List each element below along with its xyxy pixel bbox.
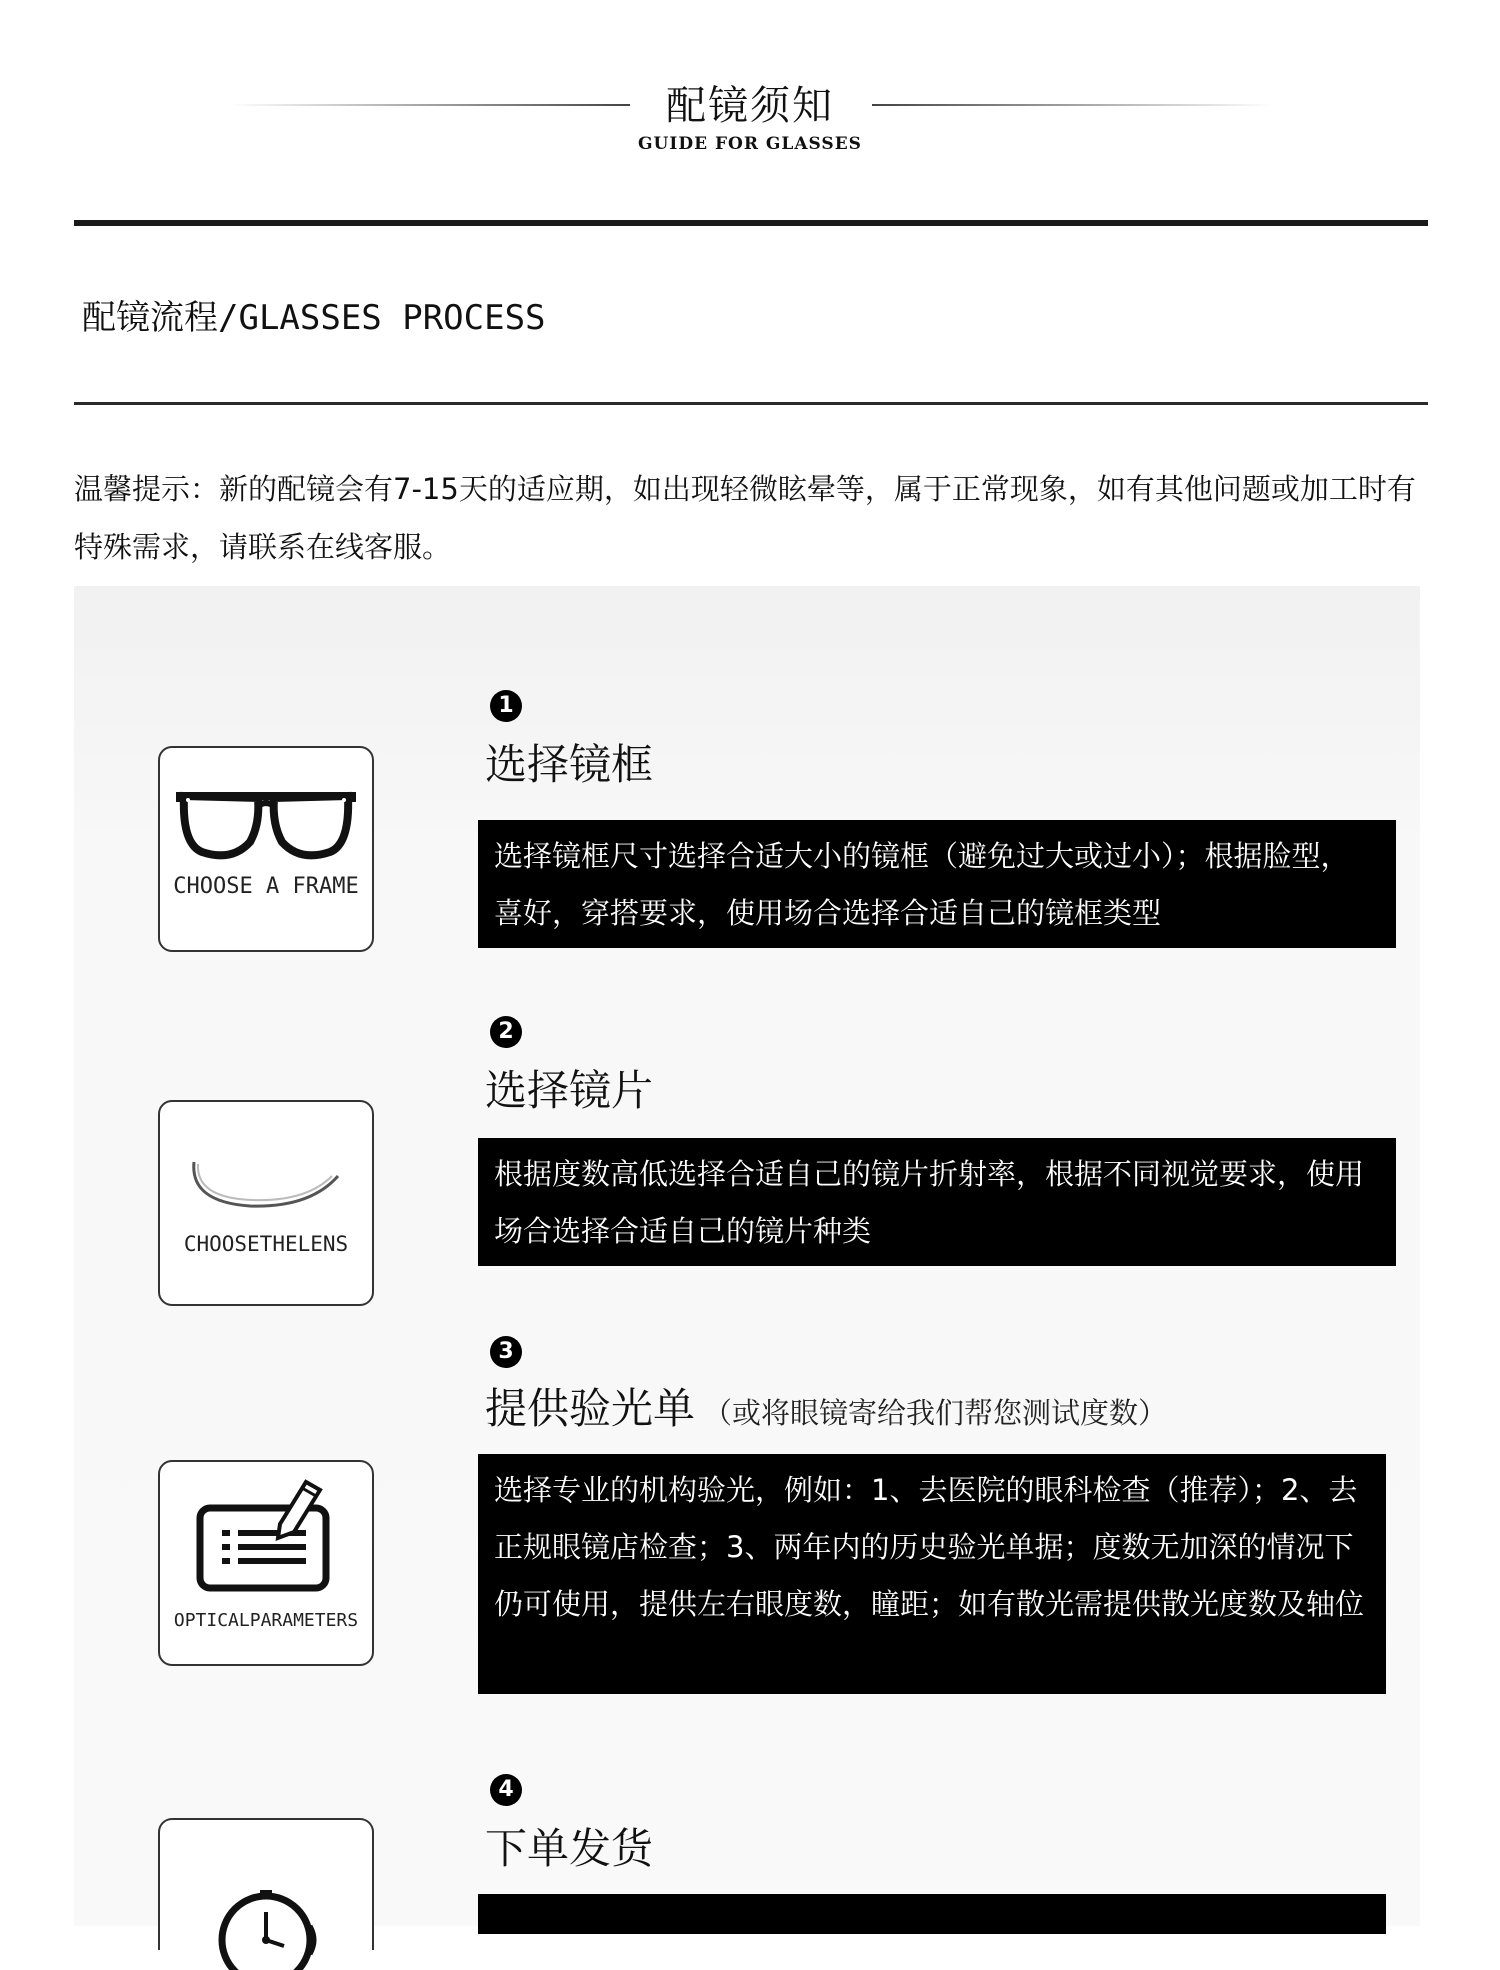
step-4-icon-card <box>158 1818 374 1950</box>
step-4-number: 4 <box>490 1774 522 1806</box>
step-1-title: 选择镜框 <box>485 740 654 789</box>
step-2-icon-card <box>158 1100 374 1306</box>
step-2-number: 2 <box>490 1016 522 1048</box>
section-rule-top <box>74 220 1428 226</box>
section-title: 配镜流程/GLASSES PROCESS <box>82 298 546 338</box>
section-rule-bottom <box>74 402 1428 405</box>
step-1-description: 选择镜框尺寸选择合适大小的镜框（避免过大或过小）；根据脸型，喜好，穿搭要求，使用场合选择合适自己的镜框类型 <box>478 820 1396 948</box>
step-1-icon-card <box>158 746 374 952</box>
step-3-description: 选择专业的机构验光，例如：1、去医院的眼科检查（推荐）；2、去正规眼镜店检查；3、两年内的历史验光单据；度数无加深的情况下仍可使用，提供左右眼度数，瞳距；如有散光需提供散光度数及轴位 <box>478 1454 1386 1694</box>
step-4-description <box>478 1894 1386 1934</box>
step-3-title: 提供验光单 <box>485 1384 696 1433</box>
step-2-title: 选择镜片 <box>485 1066 654 1115</box>
step-1-icon-label: CHOOSE A FRAME <box>173 874 359 899</box>
step-3-title-row <box>485 1376 1167 1436</box>
step-4-title: 下单发货 <box>485 1824 654 1873</box>
step-3-icon-card <box>158 1460 374 1666</box>
page-title: 配镜须知 <box>666 83 834 129</box>
step-2-description: 根据度数高低选择合适自己的镜片折射率，根据不同视觉要求，使用场合选择合适自己的镜片种类 <box>478 1138 1396 1266</box>
step-3-icon-label: OPTICALPARAMETERS <box>173 1610 359 1631</box>
lens-curve-icon <box>160 1142 372 1242</box>
step-2-icon-label: CHOOSETHELENS <box>183 1232 349 1256</box>
page-subtitle: GUIDE FOR GLASSES <box>638 134 862 154</box>
step-3-title-note: （或将眼镜寄给我们帮您测试度数） <box>703 1396 1168 1430</box>
step-3-number: 3 <box>490 1336 522 1368</box>
step-1-number: 1 <box>490 690 522 722</box>
glasses-frame-icon <box>160 784 372 884</box>
notice-text: 温馨提示：新的配镜会有7-15天的适应期，如出现轻微眩晕等，属于正常现象，如有其他问题或加工时有特殊需求，请联系在线客服。 <box>74 472 1416 564</box>
prescription-form-icon <box>160 1468 372 1598</box>
clock-delivery-icon <box>160 1870 372 1970</box>
